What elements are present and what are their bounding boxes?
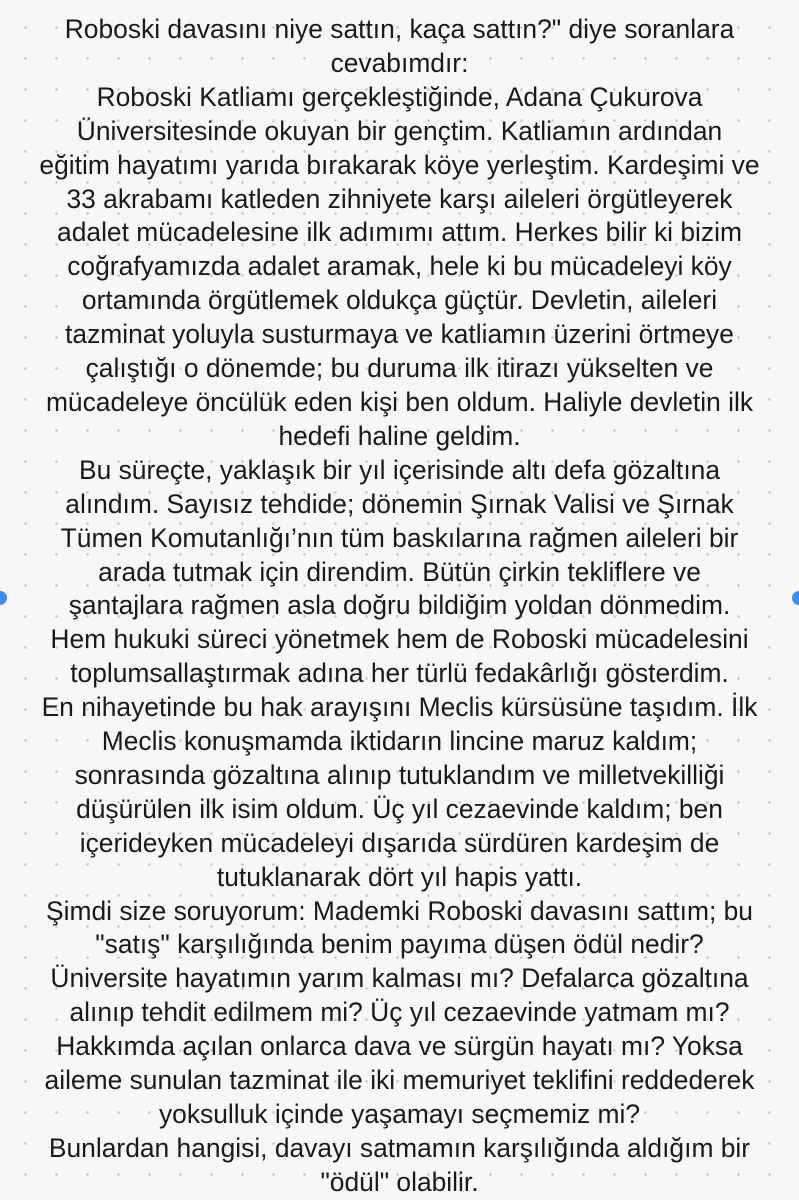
text-line: tazminat yoluyla susturmaya ve katliamın üzerini örtmeye — [65, 319, 734, 350]
text-line: şantajlara rağmen asla doğru bildiğim yoldan dönmedim. — [68, 590, 731, 621]
text-line: ortamında örgütlemek oldukça güçtür. Devletin, aileleri — [81, 285, 718, 316]
text-line: tutuklanarak dört yıl hapis yattı. — [216, 861, 583, 892]
text-line: coğrafyamızda adalet aramak, hele ki bu mücadeleyi köy — [67, 251, 732, 282]
text-line: arada tutmak için direndim. Bütün çirkin tekliflere ve — [98, 556, 701, 587]
text-line: cevabımdır: — [330, 47, 469, 78]
text-line: En nihayetinde bu hak arayışını Meclis kürsüsüne taşıdım. İlk — [41, 692, 758, 723]
text-line: toplumsallaştırmak adına her türlü fedakârlığı gösterdim. — [70, 658, 729, 689]
text-line: Üniversitesinde okuyan bir gençtim. Katliamın ardından — [76, 115, 723, 146]
note-text — [8, 13, 791, 1200]
text-line: alınıp tehdit edilmem mi? Üç yıl cezaevinde yatmam mı? — [69, 997, 730, 1028]
text-line: Roboski davasını niye sattın, kaça sattın?" diye soranlara — [64, 14, 735, 44]
text-line: içerideyken mücadeleyi dışarıda sürdüren kardeşim de — [79, 827, 720, 858]
text-line: Bunlardan hangisi, davayı satmamın karşılığında aldığım bir — [48, 1132, 751, 1163]
text-line: eğitim hayatımı yarıda bırakarak köye yerleştim. Kardeşimi ve — [39, 149, 760, 180]
text-line: sonrasında gözaltına alınıp tutuklandım ve milletvekilliği — [74, 759, 725, 790]
text-line: hedefi haline geldim. — [278, 420, 521, 451]
text-line: Üniversite hayatımın yarım kalması mı? Defalarca gözaltına — [50, 963, 749, 994]
text-line: Tümen Komutanlığı’nın tüm baskılarına rağmen aileleri bir — [60, 522, 739, 553]
selection-handle-right[interactable] — [792, 591, 799, 605]
text-line: aileme sunulan tazminat ile iki memuriyet teklifini reddederek — [44, 1065, 755, 1096]
text-line: "satış" karşılığında benim payıma düşen ödül nedir? — [95, 929, 704, 960]
text-line: Roboski Katliamı gerçekleştiğinde, Adana Çukurova — [96, 81, 703, 112]
text-line: alındım. Sayısız tehdide; dönemin Şırnak Valisi ve Şırnak — [65, 488, 734, 519]
text-line: Bu süreçte, yaklaşık bir yıl içerisinde altı defa gözaltına — [78, 454, 721, 485]
text-line: Şimdi size soruyorum: Mademki Roboski davasını sattım; bu — [46, 895, 753, 926]
text-line: Meclis konuşmamda iktidarın lincine maruz kaldım; — [101, 726, 698, 757]
text-line: düşürülen ilk isim oldum. Üç yıl cezaevinde kaldım; ben — [76, 793, 723, 824]
text-line: Hakkımda açılan onlarca dava ve sürgün hayatı mı? Yoksa — [56, 1031, 743, 1062]
selection-handle-left[interactable] — [0, 591, 7, 605]
text-line: çalıştığı o dönemde; bu duruma ilk itirazı yükselten ve — [85, 353, 714, 384]
text-line: "ödül" olabilir. — [320, 1166, 479, 1197]
text-line: Hem hukuki süreci yönetmek hem de Roboski mücadelesini — [50, 624, 749, 655]
text-line: 33 akrabamı katleden zihniyete karşı aileleri örgütleyerek — [66, 183, 733, 214]
text-line: mücadeleye öncülük eden kişi ben oldum. Haliyle devletin ilk — [45, 386, 754, 417]
text-line: yoksulluk içinde yaşamayı seçmemiz mi? — [158, 1099, 641, 1129]
text-line: adalet mücadelesine ilk adımımı attım. Herkes bilir ki bizim — [57, 217, 742, 248]
